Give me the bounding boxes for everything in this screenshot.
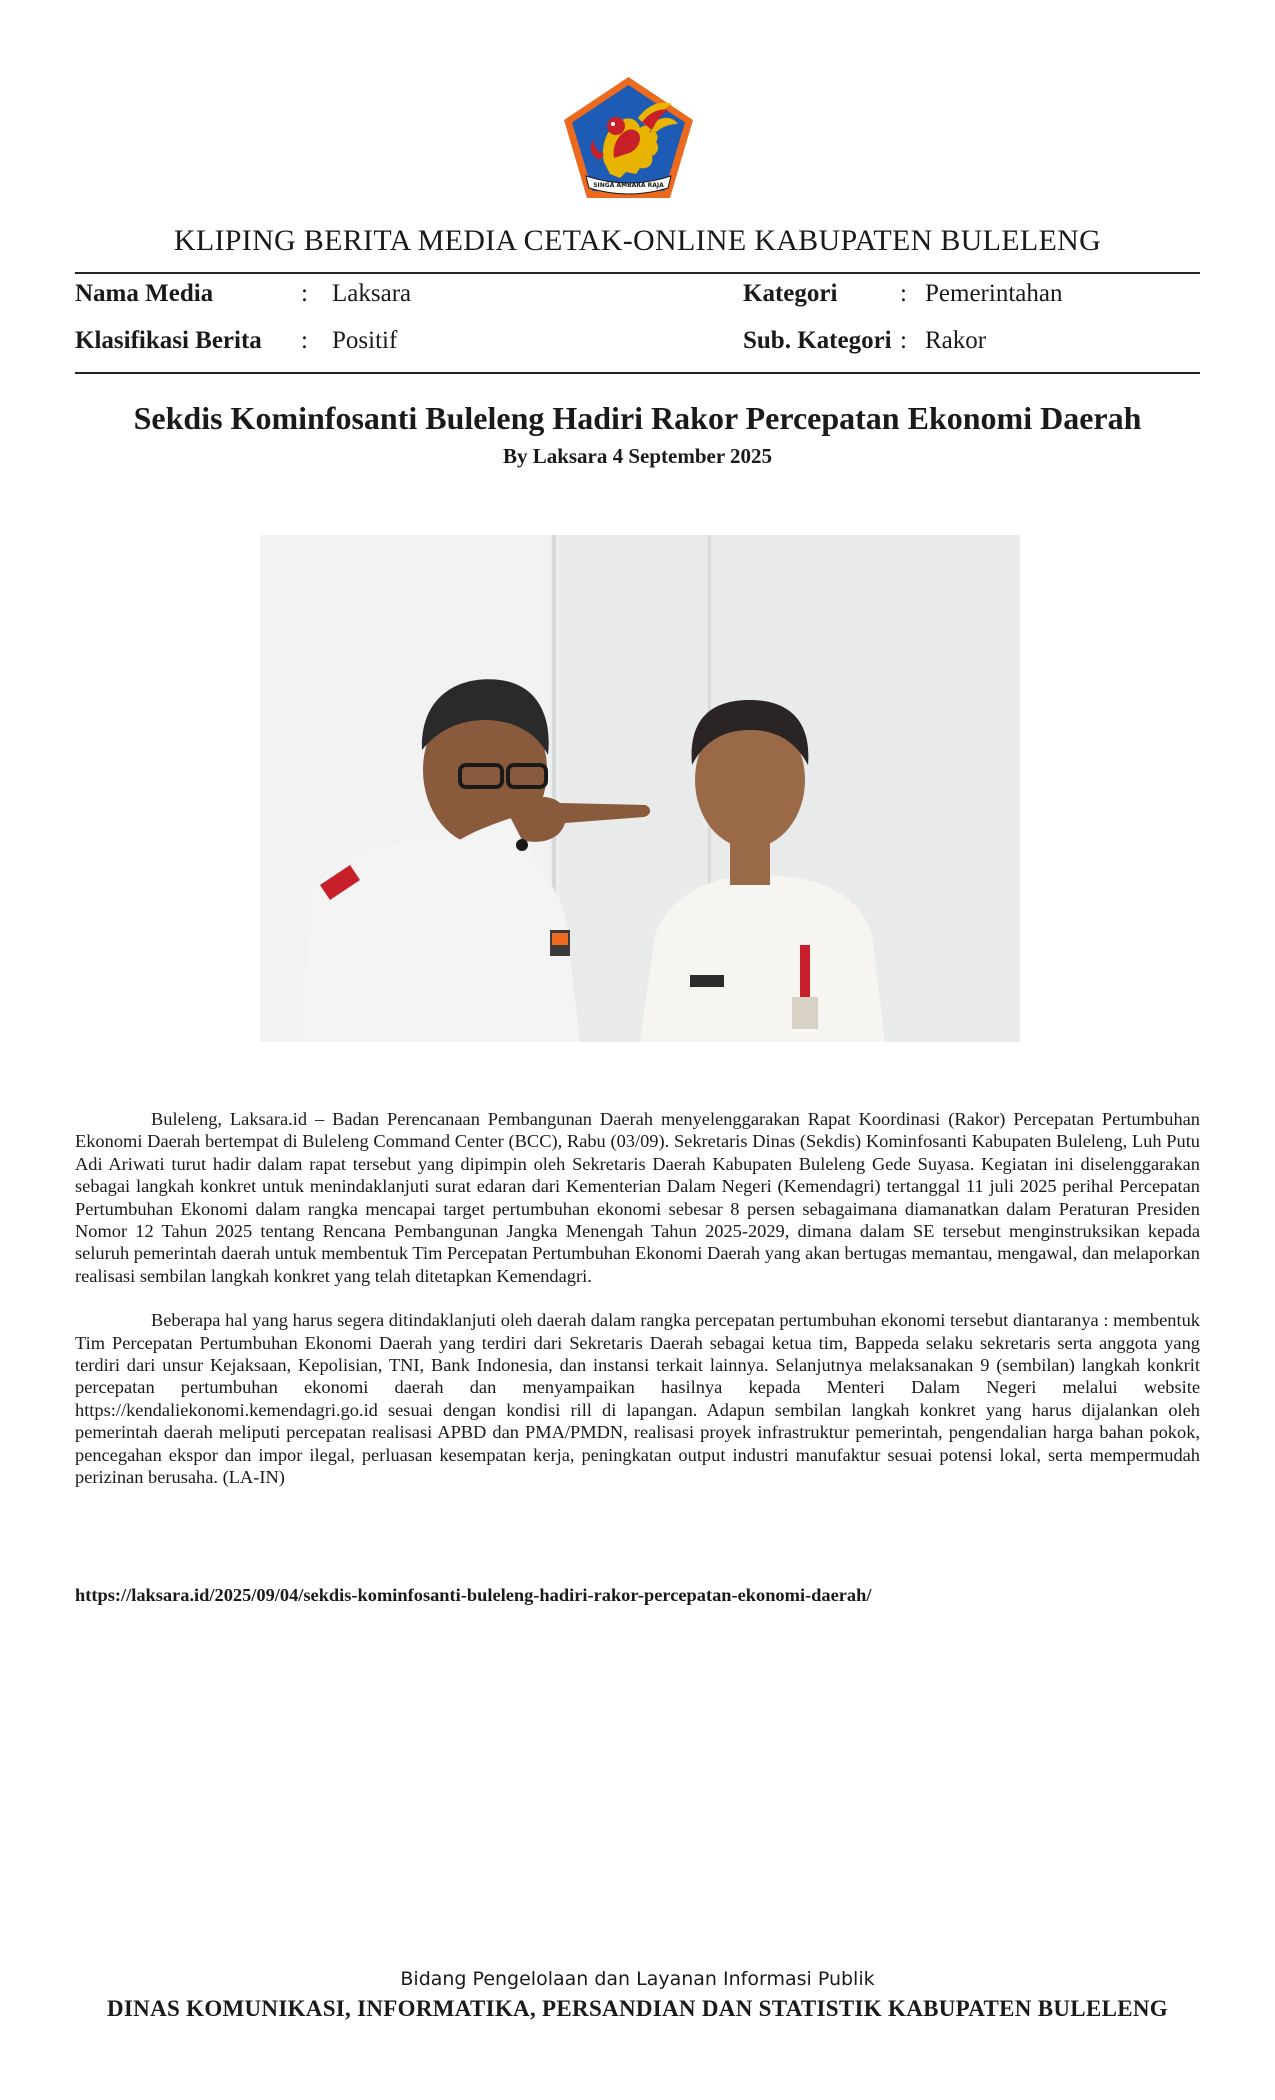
meta-colon: :: [900, 327, 907, 354]
header-divider-top: [75, 272, 1200, 274]
meta-news-classification: [75, 327, 595, 355]
meta-category: [743, 280, 1200, 308]
header-divider-bottom: [75, 372, 1200, 374]
meta-value: Rakor: [925, 327, 987, 354]
svg-text:SINGA AMBARA RAJA: SINGA AMBARA RAJA: [593, 182, 664, 189]
article-title: Sekdis Kominfosanti Buleleng Hadiri Rakor Percepatan Ekonomi Daerah: [133, 400, 1142, 436]
meta-media-name: [75, 280, 595, 308]
meta-colon: :: [301, 280, 308, 307]
meta-label: Nama Media: [75, 280, 214, 307]
footer-subtitle: Bidang Pengelolaan dan Layanan Informasi Publik: [400, 1968, 875, 1990]
footer-title: DINAS KOMUNIKASI, INFORMATIKA, PERSANDIAN DAN STATISTIK KABUPATEN BULELENG: [107, 1996, 1168, 2021]
meta-value: Pemerintahan: [925, 280, 1063, 307]
article-byline: By Laksara 4 September 2025: [502, 444, 773, 468]
article-source-link[interactable]: https://laksara.id/2025/09/04/sekdis-kominfosanti-buleleng-hadiri-rakor-percepatan-ekonomi-daerah/: [75, 1585, 872, 1605]
meta-value: Positif: [332, 327, 398, 354]
meta-value: Laksara: [332, 280, 412, 307]
meta-label: Klasifikasi Berita: [75, 327, 262, 354]
meta-label: Sub. Kategori: [743, 327, 892, 354]
article-paragraph: Buleleng, Laksara.id – Badan Perencanaan Pembangunan Daerah menyelenggarakan Rapat Koordinasi (Rakor) Percepatan Pertumbuhan Ekonomi Daerah bertempat di Buleleng Command Center (BCC), Rabu (03/09). Sekretaris Dinas (Sekdis) Kominfosanti Kabupaten Buleleng, Luh Putu Adi Ariwati turut hadir dalam rapat tersebut yang dipimpin oleh Sekretaris Daerah Kabupaten Buleleng Gede Suyasa. Kegiatan ini diselenggarakan sebagai langkah konkret untuk menindaklanjuti surat edaran dari Kementerian Dalam Negeri (Kemendagri) tertanggal 11 juli 2025 perihal Percepatan Pertumbuhan Ekonomi dalam rangka mencapai target pertumbuhan ekonomi sebesar 8 persen sebagaimana diamanatkan dalam Peraturan Presiden Nomor 12 Tahun 2025 tentang Rencana Pembangunan Jangka Menengah Tahun 2025-2029, dimana dalam SE tersebut menginstruksikan kepada seluruh pemerintah daerah untuk membentuk Tim Percepatan Pertumbuhan Ekonomi Daerah yang akan bertugas memantau, mengawal, dan melaporkan realisasi sembilan langkah konkret yang telah ditetapkan Kemendagri.: [75, 1109, 1200, 1286]
article-photo: [260, 535, 1020, 1042]
meta-sub-category: [743, 327, 1200, 355]
kabupaten-buleleng-logo: [560, 74, 697, 202]
article-body: [75, 1108, 1200, 1511]
article-paragraph: Beberapa hal yang harus segera ditindaklanjuti oleh daerah dalam rangka percepatan pertumbuhan ekonomi tersebut diantaranya : membentuk Tim Percepatan Pertumbuhan Ekonomi Daerah yang terdiri dari Sekretaris Daerah sebagai ketua tim, Bappeda selaku sekretaris serta anggota yang terdiri dari unsur Kejaksaan, Kepolisian, TNI, Bank Indonesia, dan instansi terkait lainnya. Selanjutnya melaksanakan 9 (sembilan) langkah konkrit percepatan pertumbuhan ekonomi daerah dan menyampaikan hasilnya kepada Menteri Dalam Negeri melalui website https://kendaliekonomi.kemendagri.go.id sesuai dengan kondisi rill di lapangan. Adapun sembilan langkah konkret yang harus dijalankan oleh pemerintah daerah meliputi percepatan realisasi APBD dan PMA/PMDN, realisasi proyek infrastruktur pemerintah, pengendalian harga bahan pokok, pencegahan ekspor dan impor ilegal, perluasan kesempatan kerja, peningkatan output industri manufaktur sesuai potensi lokal, serta mempermudah perizinan berusaha. (LA-IN): [75, 1310, 1200, 1488]
clipping-header-title: KLIPING BERITA MEDIA CETAK-ONLINE KABUPATEN BULELENG: [173, 224, 1102, 257]
meta-colon: :: [301, 327, 308, 354]
meta-label: Kategori: [743, 280, 838, 307]
meta-colon: :: [900, 280, 907, 307]
singa-ambara-raja-emblem: [560, 74, 697, 202]
meeting-photo-illustration: [260, 535, 1020, 1042]
